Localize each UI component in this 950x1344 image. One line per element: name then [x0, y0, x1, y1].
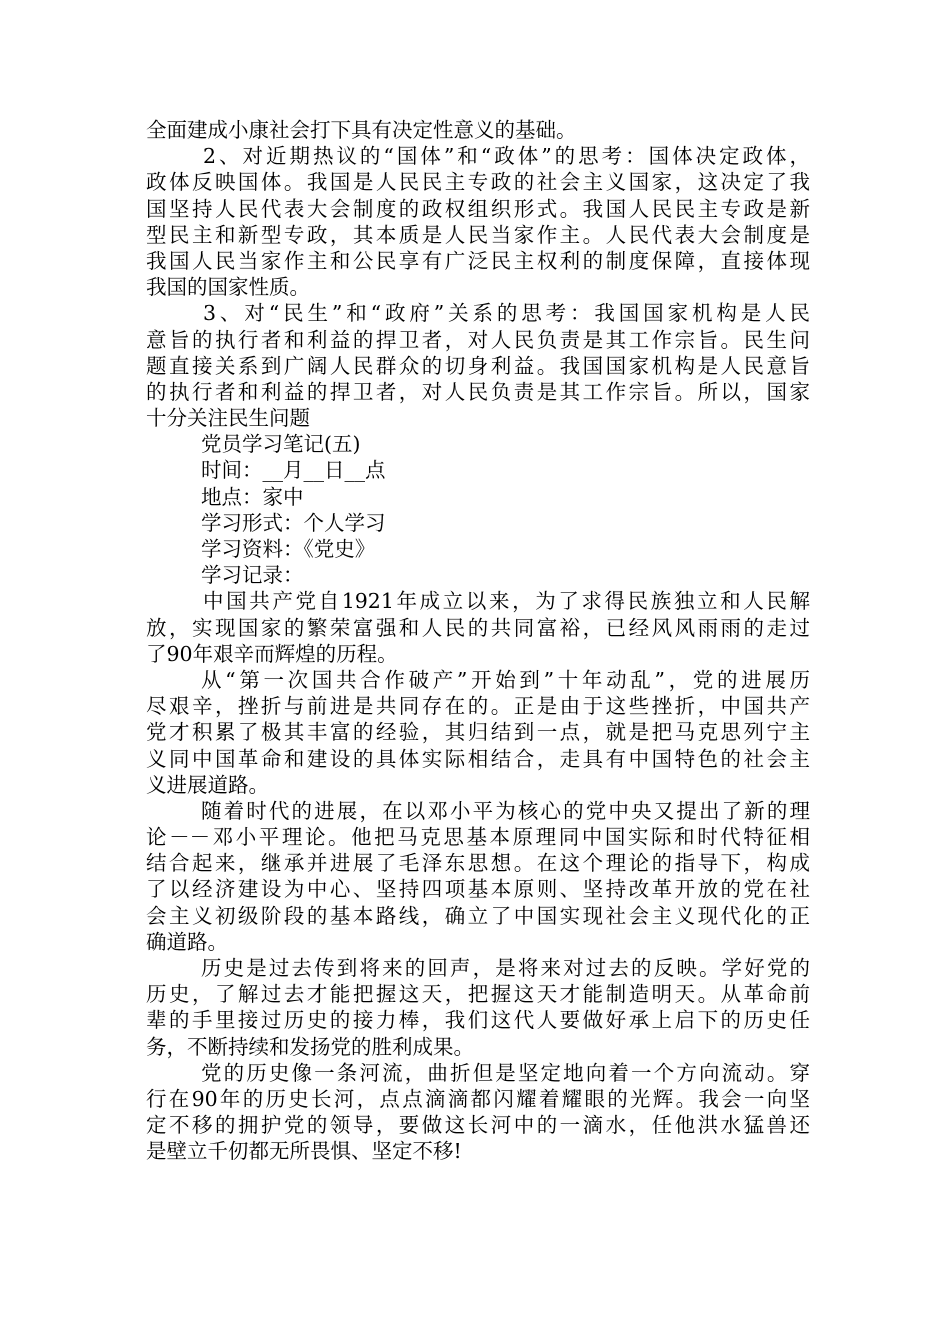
- text-line: 历史，了解过去才能把握这天，把握这天才能制造明天。从革命前: [146, 982, 810, 1007]
- text-line: 结合起来，继承并进展了毛泽东思想。在这个理论的指导下，构成: [146, 851, 810, 876]
- paragraph-note-form: [146, 510, 810, 536]
- paragraph-p8: [146, 1060, 810, 1165]
- text-line: 从“第一次国共合作破产”开始到”十年动乱”，党的进展历: [201, 667, 810, 692]
- text-line: 地点：家中: [201, 484, 304, 509]
- text-line: 确道路。: [146, 929, 228, 954]
- text-line: 我国人民当家作主和公民享有广泛民主权利的制度保障，直接体现: [146, 248, 810, 273]
- paragraph-note-time: [146, 457, 810, 483]
- text-line: 党员学习笔记(五): [201, 432, 361, 457]
- text-line: 历史是过去传到将来的回声，是将来对过去的反映。学好党的: [201, 956, 810, 980]
- text-line: 务，不断持续和发扬党的胜利成果。: [146, 1034, 474, 1059]
- text-line: 了90年艰辛而辉煌的历程。: [146, 641, 398, 666]
- text-line: 意旨的执行者和利益的捍卫者，对人民负责是其工作宗旨。民生问: [146, 327, 810, 352]
- paragraph-p6: [146, 798, 810, 955]
- text-line: 会主义初级阶段的基本路线，确立了中国实现社会主义现代化的正: [146, 903, 810, 928]
- text-line: 党才积累了极其丰富的经验，其归结到一点，就是把马克思列宁主: [146, 720, 810, 745]
- text-line: 国坚持人民代表大会制度的政权组织形式。我国人民民主专政是新: [146, 196, 810, 221]
- text-line: 学习形式：个人学习: [201, 510, 386, 535]
- text-line: 政体反映国体。我国是人民民主专政的社会主义国家，这决定了我: [146, 170, 810, 195]
- paragraph-p1: [146, 117, 810, 143]
- text-line: 中国共产党自1921年成立以来，为了求得民族独立和人民解: [203, 589, 810, 614]
- text-line: 尽艰辛，挫折与前进是共同存在的。正是由于这些挫折，中国共产: [146, 694, 810, 719]
- text-line: 论－－邓小平理论。他把马克思基本原理同中国实际和时代特征相: [146, 825, 810, 850]
- text-line: 是壁立千仞都无所畏惧、坚定不移!: [146, 1139, 462, 1164]
- text-line: 我国的国家性质。: [146, 275, 310, 300]
- text-line: 学习记录：: [201, 563, 304, 588]
- text-line: 随着时代的进展，在以邓小平为核心的党中央又提出了新的理: [201, 798, 810, 823]
- paragraph-p7: [146, 955, 810, 1060]
- text-line: 3、对“民生”和“政府”关系的思考：我国国家机构是人民: [203, 301, 810, 326]
- paragraph-p2: [146, 143, 810, 300]
- text-line: 时间：__月__日__点: [201, 458, 386, 483]
- text-line: 学习资料：《党史》: [201, 537, 376, 561]
- text-line: 党的历史像一条河流，曲折但是坚定地向着一个方向流动。穿: [201, 1060, 810, 1085]
- text-line: 的执行者和利益的捍卫者，对人民负责是其工作宗旨。所以，国家: [146, 379, 810, 404]
- paragraph-note-title: [146, 431, 810, 457]
- paragraph-p5: [146, 667, 810, 798]
- paragraph-p3: [146, 300, 810, 431]
- text-line: 行在90年的历史长河，点点滴滴都闪耀着耀眼的光辉。我会一向坚: [146, 1086, 810, 1111]
- paragraph-p4: [146, 588, 810, 667]
- text-line: 了以经济建设为中心、坚持四项基本原则、坚持改革开放的党在社: [146, 877, 810, 902]
- text-line: 全面建成小康社会打下具有决定性意义的基础。: [146, 118, 577, 142]
- text-line: 义进展道路。: [146, 772, 269, 797]
- document-text: [146, 117, 810, 1165]
- paragraph-note-material: [146, 536, 810, 562]
- text-line: 型民主和新型专政，其本质是人民当家作主。人民代表大会制度是: [146, 222, 810, 247]
- paragraph-note-record: [146, 562, 810, 588]
- text-line: 2、对近期热议的“国体”和“政体”的思考：国体决定政体，: [203, 144, 810, 169]
- paragraph-note-place: [146, 484, 810, 510]
- text-line: 定不移的拥护党的领导，要做这长河中的一滴水，任他洪水猛兽还: [146, 1113, 810, 1138]
- text-line: 辈的手里接过历史的接力棒，我们这代人要做好承上启下的历史任: [146, 1008, 810, 1033]
- text-line: 义同中国革命和建设的具体实际相结合，走具有中国特色的社会主: [146, 746, 810, 771]
- text-line: 放，实现国家的繁荣富强和人民的共同富裕，已经风风雨雨的走过: [146, 615, 810, 640]
- text-line: 题直接关系到广阔人民群众的切身利益。我国国家机构是人民意旨: [146, 353, 810, 378]
- text-line: 十分关注民生问题: [146, 406, 310, 431]
